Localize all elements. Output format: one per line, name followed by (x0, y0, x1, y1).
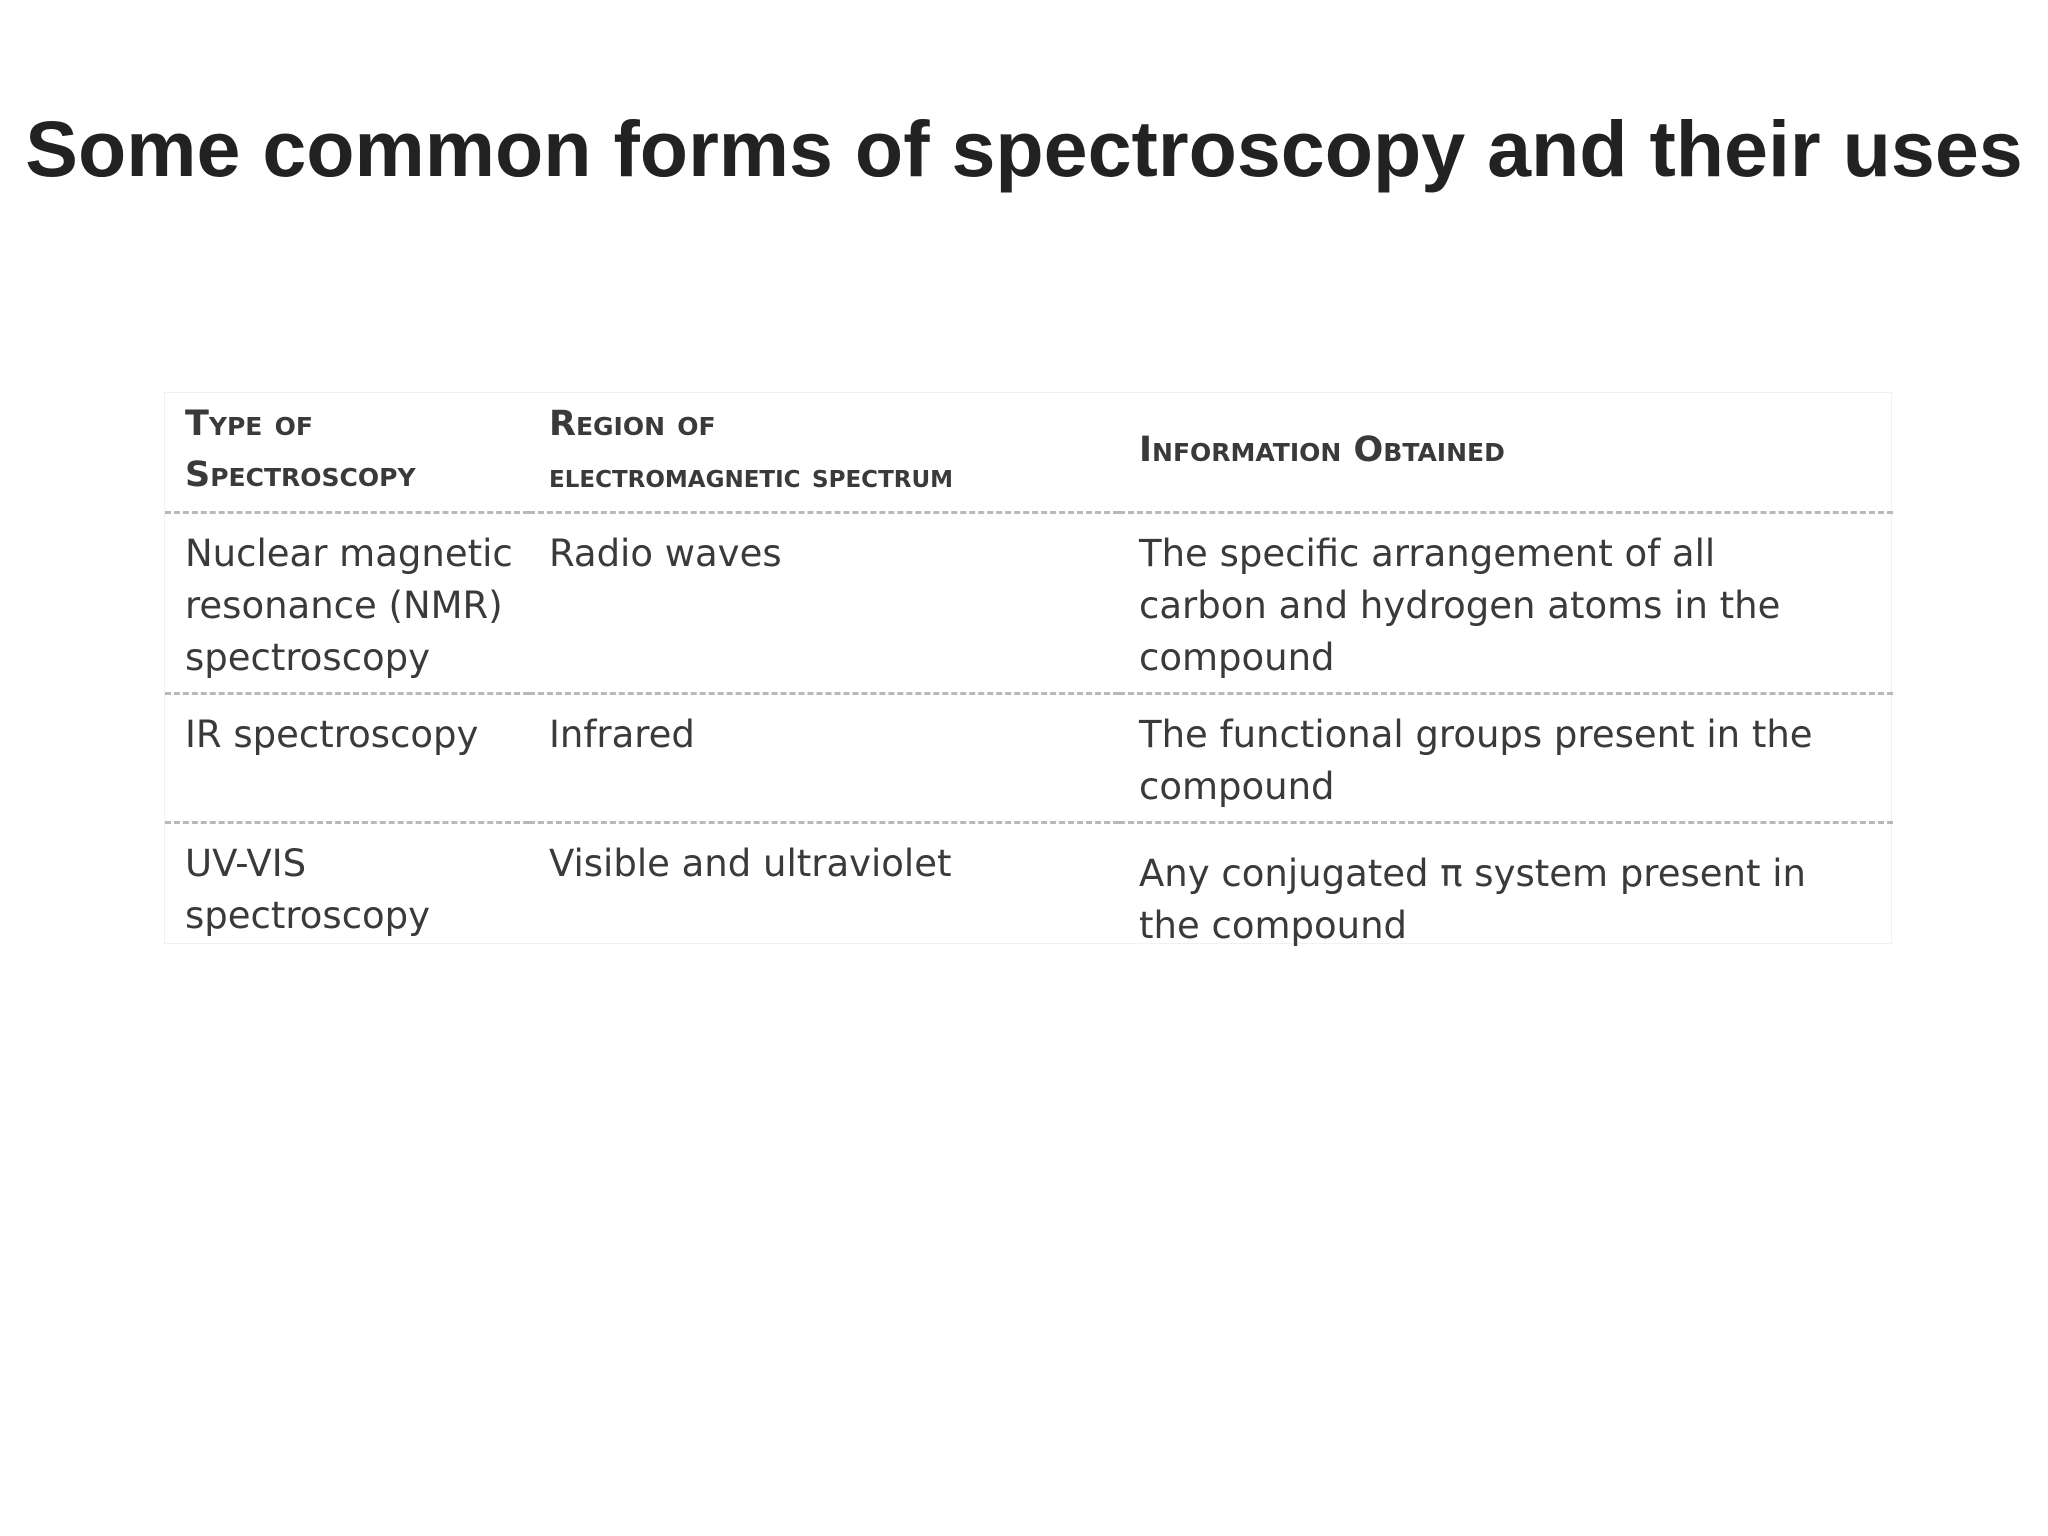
header-info-label: Information Obtained (1139, 429, 1505, 470)
cell-type: IR spectroscopy (165, 694, 529, 823)
spectroscopy-table (165, 393, 1893, 960)
header-type-of-spectroscopy (165, 393, 529, 513)
table-row (165, 513, 1893, 694)
cell-type: Nuclear magnetic resonance (NMR) spectroscopy (165, 513, 529, 694)
cell-info: The functional groups present in the compound (1119, 694, 1893, 823)
slide-title: Some common forms of spectroscopy and their uses (25, 104, 2023, 193)
cell-region: Radio waves (529, 513, 1119, 694)
cell-region: Infrared (529, 694, 1119, 823)
header-region-line1: Region of (549, 404, 716, 444)
header-information-obtained (1119, 393, 1893, 513)
spectroscopy-table-container (164, 392, 1892, 947)
cell-info: Any conjugated π system present in the compound (1139, 852, 1806, 947)
cell-type: UV-VIS spectroscopy (185, 842, 431, 937)
table-row (165, 823, 1893, 961)
cell-info: The specific arrangement of all carbon and hydrogen atoms in the compound (1119, 513, 1893, 694)
table-row (165, 694, 1893, 823)
cell-region: Visible and ultraviolet (549, 842, 952, 885)
header-type-line2: Spectroscopy (185, 455, 416, 495)
header-region-line2: electromagnetic spectrum (549, 456, 954, 495)
header-region (529, 393, 1119, 513)
header-type-line1: Type of (185, 404, 313, 444)
table-header-row (165, 393, 1893, 513)
